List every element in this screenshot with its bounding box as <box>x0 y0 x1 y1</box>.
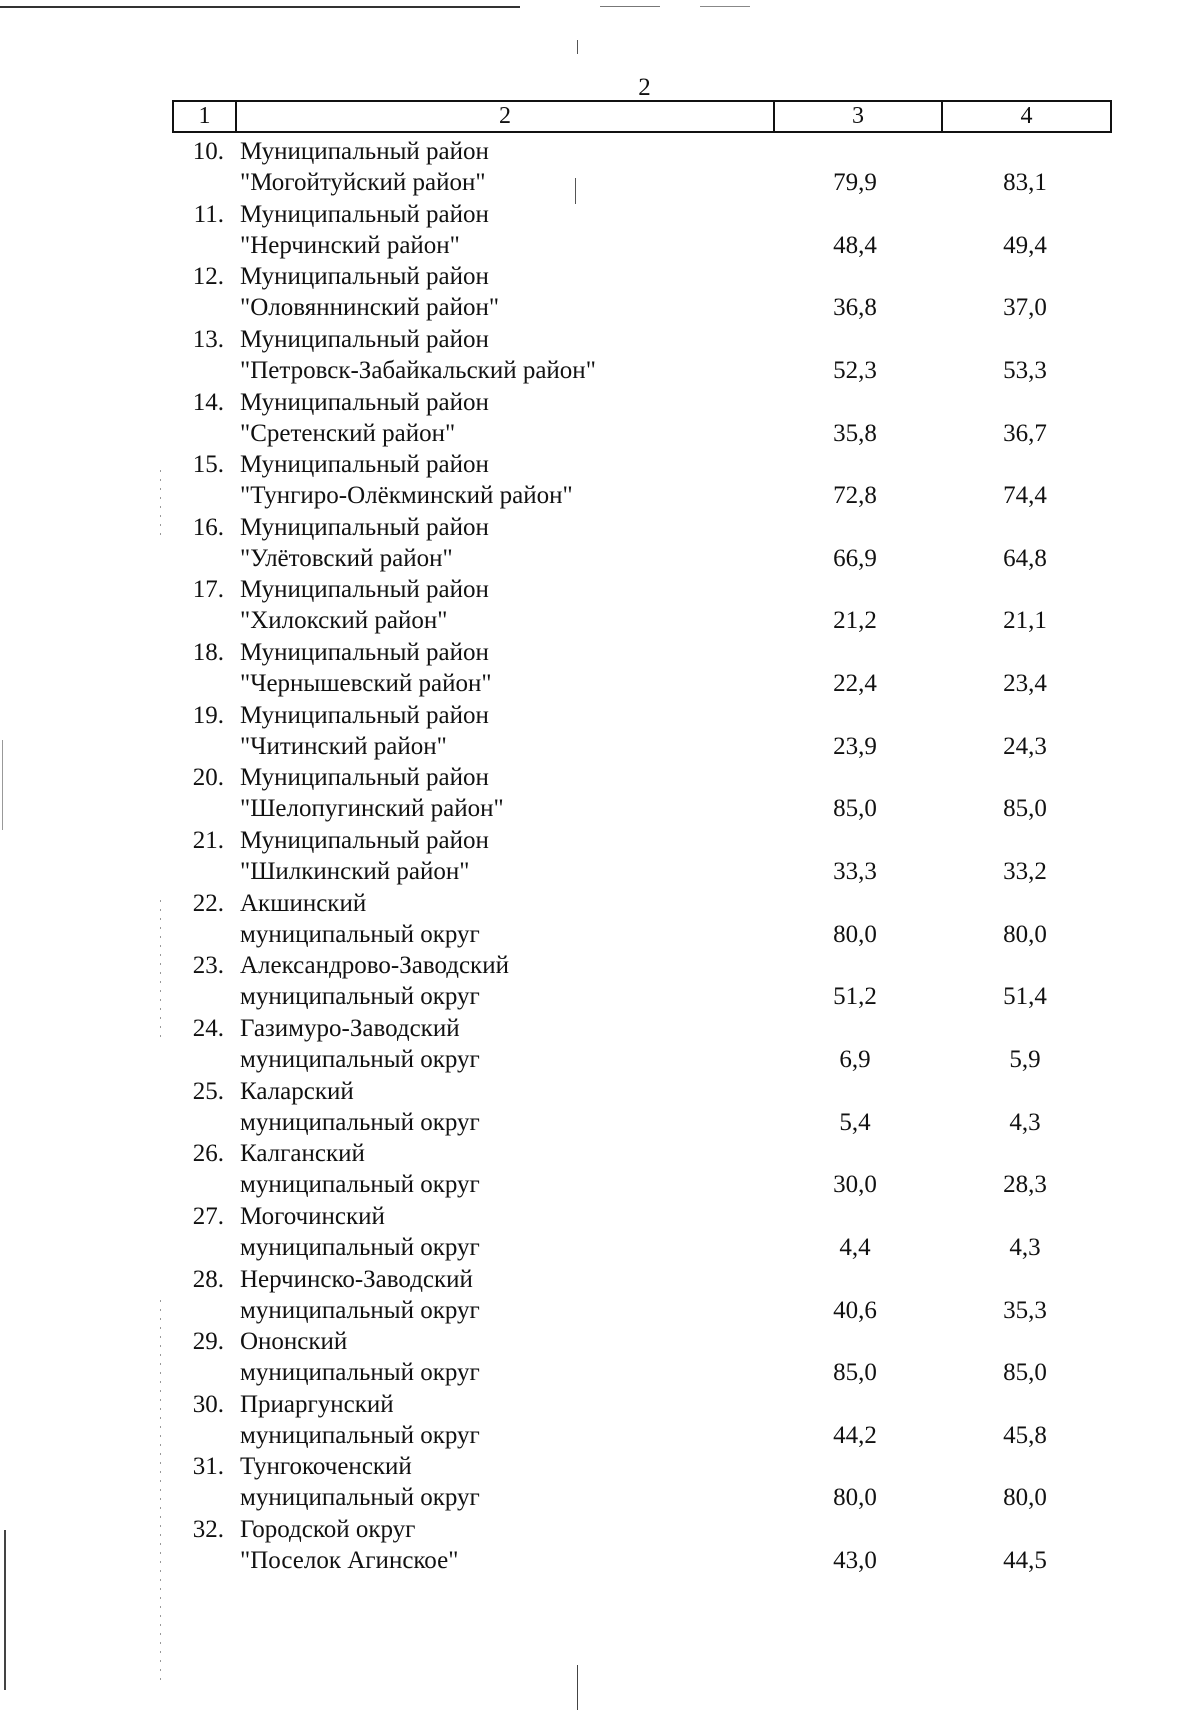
row-name-line2: муниципальный округ <box>240 1484 480 1512</box>
row-value-col3: 44,2 <box>833 1421 877 1449</box>
row-number: 22. <box>192 889 224 917</box>
row-number: 32. <box>192 1516 224 1544</box>
row-value-col4: 85,0 <box>1003 1359 1047 1387</box>
scan-edge-line <box>0 6 520 8</box>
row-value-col3: 30,0 <box>833 1171 877 1199</box>
row-name-line2: "Шилкинский район" <box>240 858 470 886</box>
row-name-line2: "Шелопугинский район" <box>240 795 504 823</box>
row-value-col4: 37,0 <box>1003 294 1047 322</box>
row-number: 11. <box>193 200 224 228</box>
row-name-line1: Нерчинско-Заводский <box>240 1265 473 1293</box>
row-value-col3: 48,4 <box>833 231 877 259</box>
row-number: 31. <box>192 1453 224 1481</box>
table-row <box>0 449 1200 512</box>
header-col-2: 2 <box>236 101 774 132</box>
row-number: 19. <box>192 701 224 729</box>
row-name-line2: муниципальный округ <box>240 1171 480 1199</box>
row-value-col4: 45,8 <box>1003 1421 1047 1449</box>
table-row <box>0 1264 1200 1327</box>
row-name-line1: Муниципальный район <box>240 451 489 479</box>
row-name-line2: муниципальный округ <box>240 1296 480 1324</box>
row-value-col3: 23,9 <box>833 732 877 760</box>
row-number: 16. <box>192 513 224 541</box>
row-name-line1: Ононский <box>240 1328 348 1356</box>
row-value-col3: 21,2 <box>833 607 877 635</box>
table-row <box>0 387 1200 450</box>
row-value-col3: 80,0 <box>833 920 877 948</box>
row-number: 15. <box>192 451 224 479</box>
row-name-line1: Муниципальный район <box>240 576 489 604</box>
row-name-line2: муниципальный округ <box>240 1359 480 1387</box>
row-value-col4: 4,3 <box>1009 1108 1041 1136</box>
row-number: 28. <box>192 1265 224 1293</box>
row-number: 20. <box>192 764 224 792</box>
row-value-col3: 36,8 <box>833 294 877 322</box>
row-number: 24. <box>192 1014 224 1042</box>
row-number: 25. <box>192 1077 224 1105</box>
row-name-line2: муниципальный округ <box>240 1045 480 1073</box>
row-name-line1: Муниципальный район <box>240 200 489 228</box>
row-number: 10. <box>192 138 224 165</box>
row-name-line2: "Чернышевский район" <box>240 670 492 698</box>
row-name-line1: Муниципальный район <box>240 764 489 792</box>
table-row <box>0 1201 1200 1264</box>
table-row <box>0 1451 1200 1514</box>
row-value-col4: 74,4 <box>1003 482 1047 510</box>
page-number: 2 <box>638 74 651 101</box>
row-name-line1: Муниципальный район <box>240 639 489 667</box>
row-name-line1: Акшинский <box>240 889 367 917</box>
row-name-line1: Тунгокоченский <box>240 1453 412 1481</box>
row-number: 21. <box>192 827 224 855</box>
row-number: 12. <box>192 263 224 291</box>
row-value-col4: 80,0 <box>1003 1484 1047 1512</box>
table-row <box>0 637 1200 700</box>
row-name-line1: Муниципальный район <box>240 827 489 855</box>
header-col-4: 4 <box>942 101 1111 132</box>
row-name-line1: Газимуро-Заводский <box>240 1014 460 1042</box>
scan-mark <box>577 40 578 54</box>
row-value-col4: 53,3 <box>1003 356 1047 384</box>
row-name-line1: Муниципальный район <box>240 388 489 416</box>
row-value-col3: 66,9 <box>833 544 877 572</box>
row-value-col4: 24,3 <box>1003 732 1047 760</box>
table-header <box>172 100 1112 133</box>
scan-edge-line <box>700 6 750 7</box>
row-value-col4: 49,4 <box>1003 231 1047 259</box>
table-row <box>0 950 1200 1013</box>
row-name-line2: "Поселок Агинское" <box>240 1547 459 1575</box>
row-value-col3: 79,9 <box>833 169 877 196</box>
table-row <box>0 199 1200 262</box>
row-value-col4: 80,0 <box>1003 920 1047 948</box>
header-col-1: 1 <box>173 101 236 132</box>
row-number: 13. <box>192 325 224 353</box>
row-name-line1: Приаргунский <box>240 1390 394 1418</box>
row-value-col3: 85,0 <box>833 1359 877 1387</box>
row-name-line1: Муниципальный район <box>240 138 489 165</box>
row-name-line2: муниципальный округ <box>240 920 480 948</box>
row-name-line1: Каларский <box>240 1077 354 1105</box>
row-value-col3: 40,6 <box>833 1296 877 1324</box>
row-name-line2: "Улётовский район" <box>240 544 453 572</box>
row-value-col3: 35,8 <box>833 419 877 447</box>
row-value-col4: 28,3 <box>1003 1171 1047 1199</box>
row-name-line2: "Могойтуйский район" <box>240 169 486 196</box>
table-body <box>0 136 1200 1577</box>
row-number: 30. <box>192 1390 224 1418</box>
row-number: 14. <box>192 388 224 416</box>
row-value-col4: 51,4 <box>1003 983 1047 1011</box>
row-value-col4: 85,0 <box>1003 795 1047 823</box>
table-row <box>0 1013 1200 1076</box>
row-number: 29. <box>192 1328 224 1356</box>
row-value-col3: 22,4 <box>833 670 877 698</box>
row-value-col3: 85,0 <box>833 795 877 823</box>
row-name-line2: муниципальный округ <box>240 1421 480 1449</box>
row-value-col3: 43,0 <box>833 1547 877 1575</box>
row-value-col4: 21,1 <box>1003 607 1047 635</box>
row-value-col4: 33,2 <box>1003 858 1047 886</box>
row-value-col4: 5,9 <box>1009 1045 1041 1073</box>
table-row <box>0 574 1200 637</box>
row-value-col3: 52,3 <box>833 356 877 384</box>
table-row <box>0 324 1200 387</box>
row-name-line1: Городской округ <box>240 1516 416 1544</box>
row-name-line2: муниципальный округ <box>240 1233 480 1261</box>
table-row <box>0 762 1200 825</box>
row-name-line2: "Хилокский район" <box>240 607 448 635</box>
row-value-col4: 83,1 <box>1003 169 1047 196</box>
row-name-line2: "Петровск-Забайкальский район" <box>240 356 596 384</box>
table-row <box>0 261 1200 324</box>
row-value-col3: 72,8 <box>833 482 877 510</box>
row-number: 18. <box>192 639 224 667</box>
row-number: 27. <box>192 1202 224 1230</box>
row-name-line2: "Сретенский район" <box>240 419 456 447</box>
row-value-col4: 36,7 <box>1003 419 1047 447</box>
row-name-line1: Муниципальный район <box>240 701 489 729</box>
scan-edge-line <box>600 6 660 7</box>
row-value-col4: 4,3 <box>1009 1233 1041 1261</box>
row-name-line2: "Читинский район" <box>240 732 447 760</box>
table-row <box>0 1514 1200 1577</box>
header-col-3: 3 <box>774 101 942 132</box>
row-name-line1: Александрово-Заводский <box>240 952 509 980</box>
row-value-col4: 44,5 <box>1003 1547 1047 1575</box>
row-name-line2: "Тунгиро-Олёкминский район" <box>240 482 573 510</box>
table-row <box>0 1138 1200 1201</box>
table-row <box>0 700 1200 763</box>
row-value-col3: 4,4 <box>839 1233 871 1261</box>
row-number: 26. <box>192 1140 224 1168</box>
table-row <box>0 825 1200 888</box>
table-row <box>0 1389 1200 1452</box>
row-name-line1: Муниципальный район <box>240 263 489 291</box>
row-value-col4: 23,4 <box>1003 670 1047 698</box>
row-number: 23. <box>192 952 224 980</box>
row-name-line1: Могочинский <box>240 1202 385 1230</box>
row-value-col4: 35,3 <box>1003 1296 1047 1324</box>
row-value-col3: 33,3 <box>833 858 877 886</box>
row-name-line2: муниципальный округ <box>240 1108 480 1136</box>
row-name-line2: "Оловяннинский район" <box>240 294 500 322</box>
table-row <box>0 1326 1200 1389</box>
table-row <box>0 1076 1200 1139</box>
table-row <box>0 136 1200 199</box>
row-value-col3: 51,2 <box>833 983 877 1011</box>
table-row <box>0 512 1200 575</box>
row-name-line2: "Нерчинский район" <box>240 231 460 259</box>
table-row <box>0 888 1200 951</box>
row-value-col3: 6,9 <box>839 1045 871 1073</box>
row-value-col3: 5,4 <box>839 1108 871 1136</box>
row-value-col3: 80,0 <box>833 1484 877 1512</box>
row-name-line1: Муниципальный район <box>240 325 489 353</box>
row-name-line1: Муниципальный район <box>240 513 489 541</box>
row-value-col4: 64,8 <box>1003 544 1047 572</box>
scan-mark <box>577 1665 578 1710</box>
row-name-line2: муниципальный округ <box>240 983 480 1011</box>
row-name-line1: Калганский <box>240 1140 365 1168</box>
row-number: 17. <box>192 576 224 604</box>
